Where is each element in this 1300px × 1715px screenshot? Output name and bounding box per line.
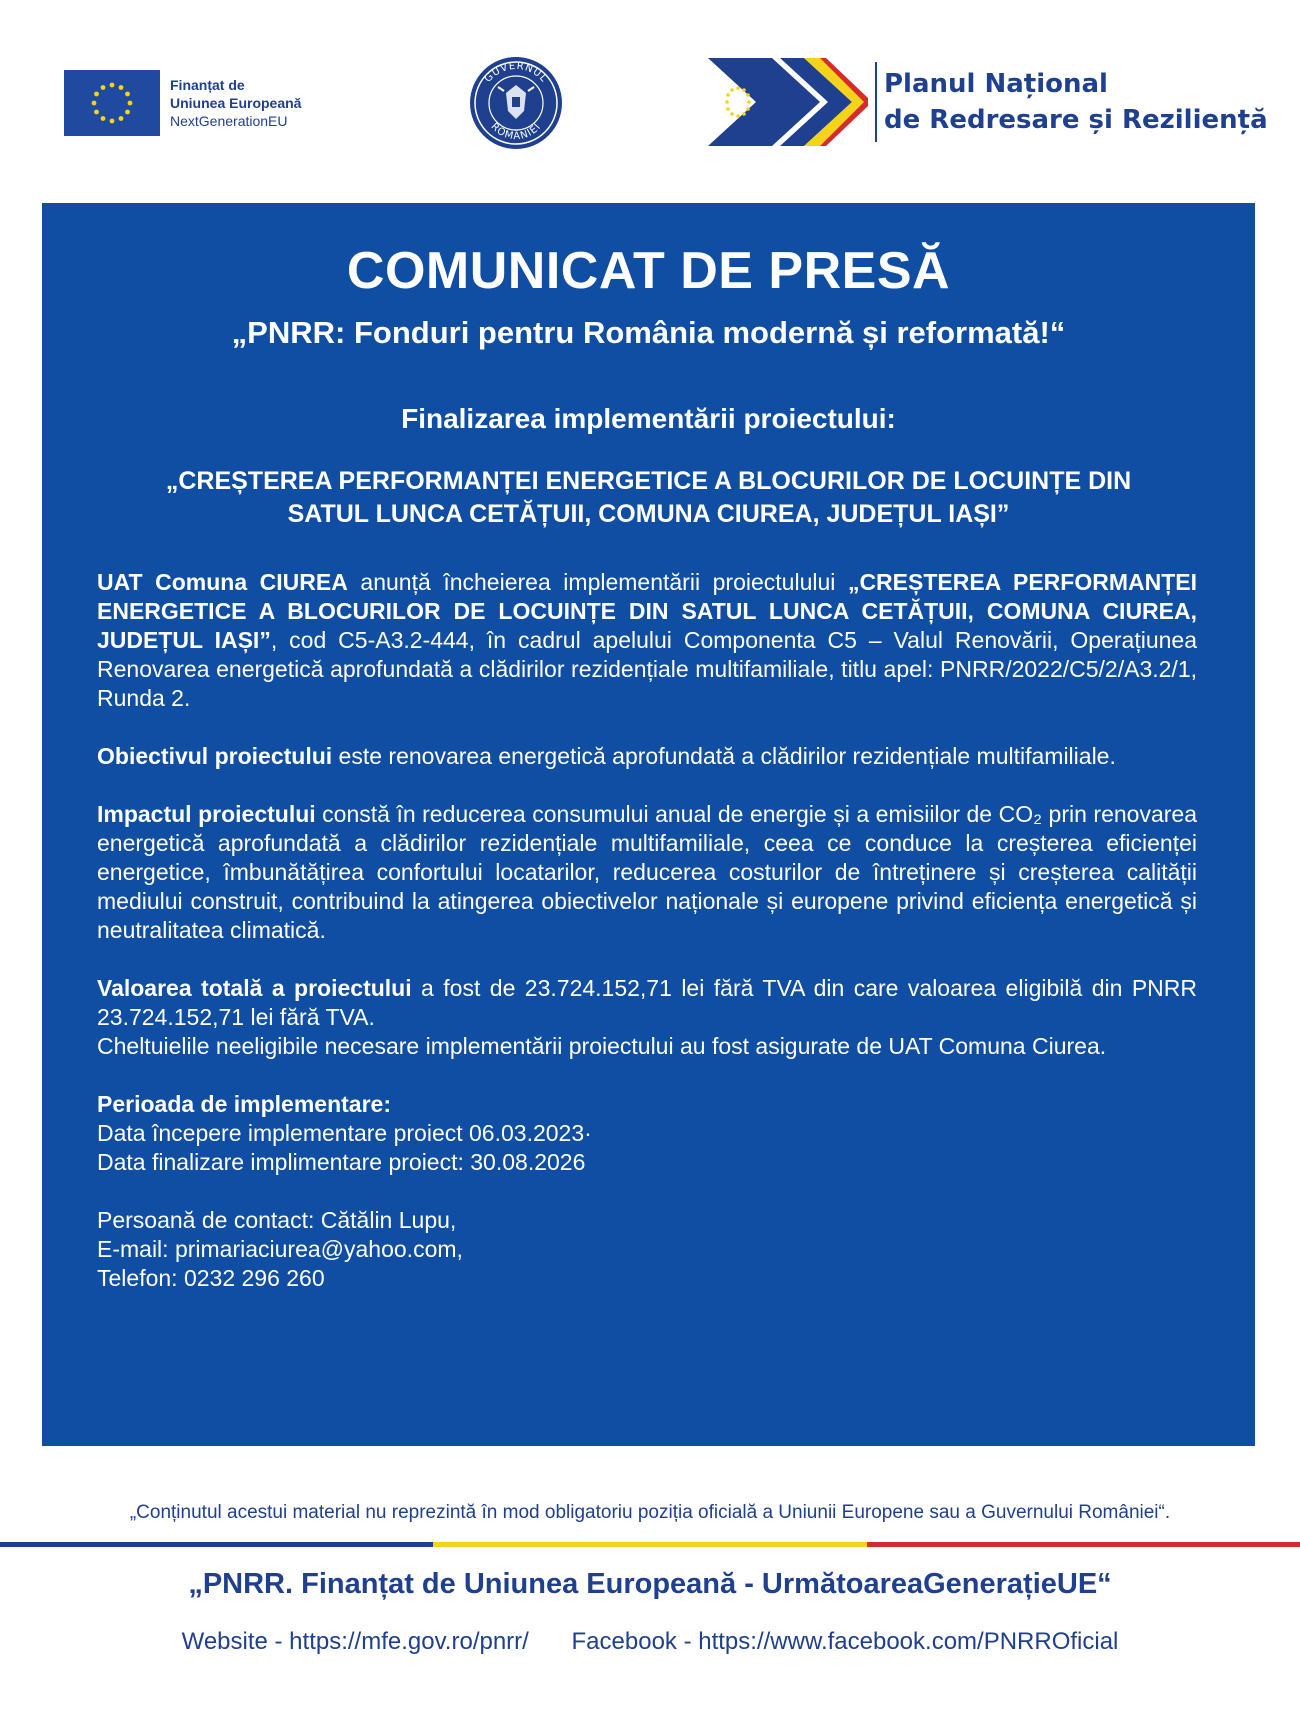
project-title-line-1: „CREȘTEREA PERFORMANȚEI ENERGETICE A BLOCURILOR DE LOCUINȚE DIN	[165, 467, 1132, 495]
contact-phone: Telefon: 0232 296 260	[97, 1265, 325, 1291]
value-text: a fost de 23.724.152,71 lei fără TVA din care valoarea eligibilă din PNRR 23.724.152,71 lei fără TVA.	[97, 975, 1197, 1030]
pnrr-title	[884, 66, 1268, 138]
page-title: COMUNICAT DE PRESĂ	[346, 242, 951, 300]
tricolor-divider	[0, 1542, 1300, 1547]
eu-funding-logo	[64, 70, 301, 136]
period-heading	[97, 1090, 1197, 1119]
page-subtitle: „PNRR: Fonduri pentru România modernă și reformată!“	[231, 315, 1066, 350]
footer-links	[0, 1628, 1300, 1656]
svg-text:ROMÂNIEI: ROMÂNIEI	[488, 121, 544, 143]
eu-line-2: Uniunea Europeană	[170, 95, 302, 111]
intro-bold-lead: UAT Comuna CIUREA	[97, 569, 348, 595]
end-date: Data finalizare implimentare proiect: 30.08.2026	[97, 1149, 586, 1175]
press-release-panel	[42, 203, 1255, 1446]
value-paragraph	[97, 974, 1197, 1032]
disclaimer: „Conținutul acestui material nu reprezintă în mod obligatoriu poziția oficială a Uniunii Europene sau a Guvernului României“.	[129, 1502, 1171, 1523]
intro-text-1: anunță încheierea implementării proiectulului	[347, 569, 848, 595]
section-heading: Finalizarea implementării proiectului:	[401, 403, 896, 434]
pnrr-logo-icon	[708, 58, 868, 146]
project-title-line-2: SATUL LUNCA CETĂȚUII, COMUNA CIUREA, JUDEȚUL IAȘI”	[287, 500, 1010, 528]
svg-text:GUVERNUL: GUVERNUL	[482, 60, 550, 85]
pnrr-divider	[875, 62, 877, 142]
start-date: Data începere implementare proiect 06.03.2023·	[97, 1120, 592, 1146]
intro-text-2: , cod C5-A3.2-444, în cadrul apelului Componenta C5 – Valul Renovării, Operațiunea Renovarea energetică aprofundată a clădirilor rezidențiale multifamiliale, titlu apel: PNRR/2022/C5/2/A3.2/1, Runda 2.	[97, 627, 1197, 711]
eu-funding-text	[170, 76, 301, 130]
footer-slogan: „PNRR. Finanțat de Uniunea Europeană - UrmătoareaGenerațieUE“	[188, 1568, 1112, 1600]
header	[0, 0, 1300, 200]
period-heading-text: Perioada de implementare:	[97, 1091, 391, 1117]
eu-line-1: Finanțat de	[170, 77, 245, 93]
intro-paragraph	[97, 568, 1197, 713]
impact-paragraph	[97, 800, 1197, 945]
ineligible-costs-paragraph: Cheltuielile neeligibile necesare implementării proiectului au fost asigurate de UAT Comuna Ciurea.	[97, 1033, 1107, 1059]
pnrr-title-line-1: Planul Național	[884, 69, 1108, 99]
value-bold: Valoarea totală a proiectului	[97, 975, 412, 1001]
objective-paragraph	[97, 742, 1197, 771]
intro-bold-project: „CREȘTEREA PERFORMANȚEI ENERGETICE A BLOCURILOR DE LOCUINȚE DIN SATUL LUNCA CETĂȚUII, COMUNA CIUREA, JUDEȚUL IAȘI”	[97, 569, 1197, 653]
pnrr-title-line-2: de Redresare și Reziliență	[884, 105, 1268, 135]
objective-text: este renovarea energetică aprofundată a clădirilor rezidențiale multifamiliale.	[332, 743, 1116, 769]
website-link[interactable]: Website - https://mfe.gov.ro/pnrr/	[181, 1628, 529, 1655]
contact-person: Persoană de contact: Cătălin Lupu,	[97, 1207, 457, 1233]
eu-line-3: NextGenerationEU	[170, 113, 288, 129]
project-title	[102, 465, 1195, 531]
facebook-link[interactable]: Facebook - https://www.facebook.com/PNRROficial	[571, 1628, 1119, 1655]
impact-text: constă în reducerea consumului anual de energie și a emisiilor de CO₂ prin renovarea energetică aprofundată a clădirilor rezidențiale multifamiliale, ceea ce conduce la creșterea eficienței energetice, îmbunătățirea confortului locatarilor, reducerea costurilor de întreținere și creșterea calității mediului construit, contribuind la atingerea obiectivelor naționale și europene privind eficiența energetică și neutralitatea climatică.	[97, 801, 1197, 943]
press-release-body	[97, 568, 1197, 1293]
impact-bold: Impactul proiectului	[97, 801, 316, 827]
eu-flag-icon	[64, 70, 160, 136]
government-seal-icon	[468, 55, 564, 151]
contact-email: E-mail: primariaciurea@yahoo.com,	[97, 1236, 463, 1262]
objective-bold: Obiectivul proiectului	[97, 743, 333, 769]
